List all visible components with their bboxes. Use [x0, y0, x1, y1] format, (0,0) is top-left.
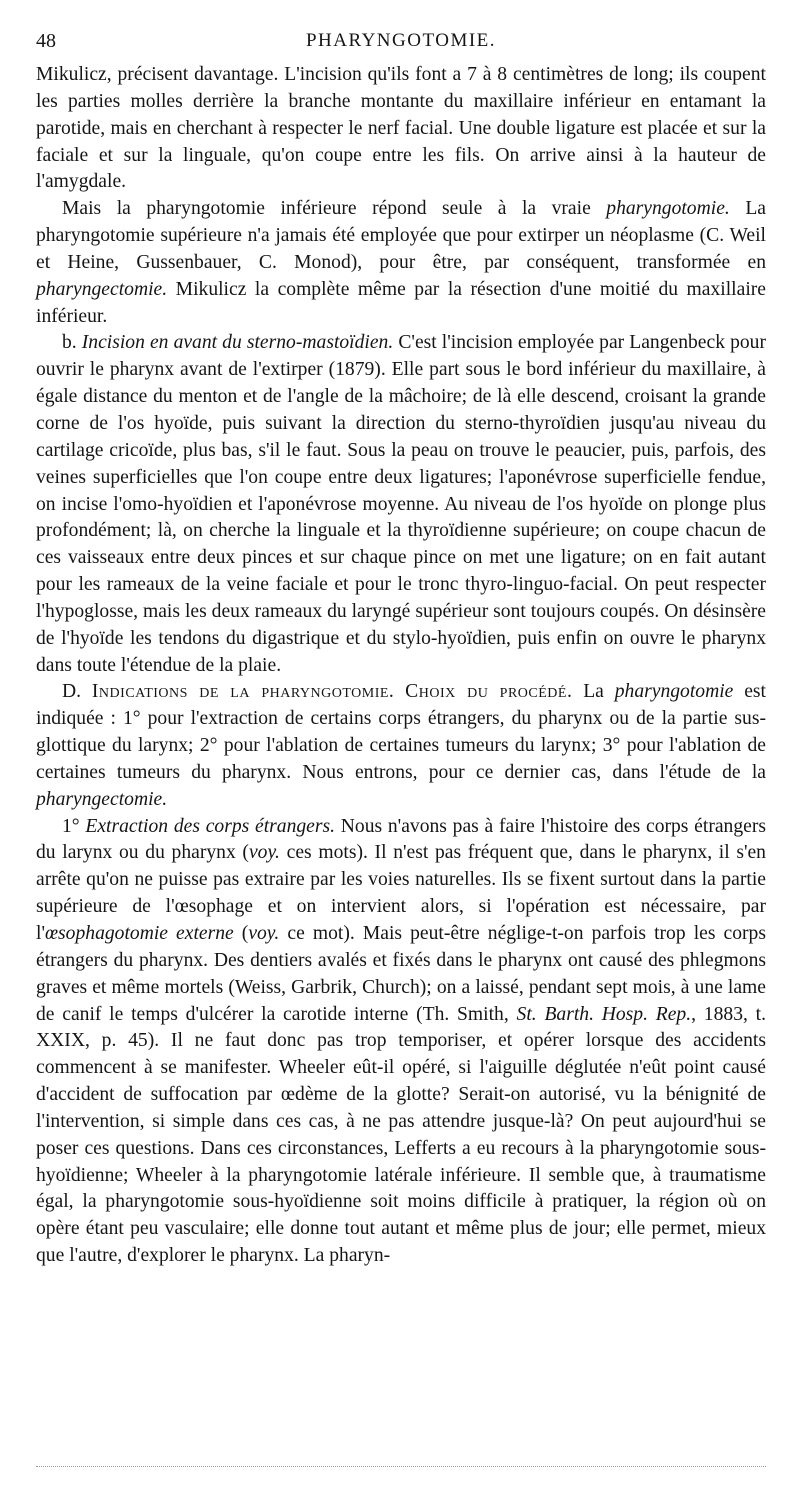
- text-run: est indiquée : 1° pour l'extraction de certains corps étrangers, du pharynx ou de la partie sus-glottique du larynx; 2° pour l'ablation de certaines tumeurs du larynx; 3° pour l'ablation de certaines tumeurs du pharynx. Nous entrons, pour ce dernier cas, dans l'étude de la: [36, 681, 766, 783]
- paragraph-corps-etrangers: [36, 814, 766, 1270]
- section-marker: b.: [62, 332, 82, 354]
- book-page: [36, 30, 766, 1270]
- text-run: Mikulicz la complète même par la résection d'une moitié du maxillaire inférieur.: [36, 278, 766, 327]
- italic-term: œsophagotomie externe: [44, 923, 234, 944]
- section-marker: 1°: [62, 815, 86, 837]
- paragraph-pharyngotomie-inferieure: [36, 196, 766, 330]
- paragraph-incision-sterno-mastoidien: [36, 330, 766, 679]
- section-heading: Incision en avant du sterno-mastoïdien.: [81, 332, 394, 354]
- section-heading: Extraction des corps étrangers.: [85, 815, 336, 837]
- text-run: C'est l'incision employée par Langenbeck pour ouvrir le pharynx avant de l'extirper (1879). Elle part sous le bord inférieur du maxillaire, à égale distance du menton et de l'angle de la mâchoire; de là elle descend, croisant la grande corne de l'os hyoïde, puis suivant la direction du sterno-thyroïdien jusqu'au niveau du cartilage cricoïde, plus bas, s'il le faut. Sous la peau on trouve le peaucier, puis, parfois, des veines superficielles que l'on coupe entre deux ligatures; l'aponévrose superficielle fendue, on incise l'omo-hyoïdien et l'aponévrose moyenne. Au niveau de l'os hyoïde on plonge plus profondément; là, on cherche la linguale et la thyroïdienne supérieure; on coupe chacun de ces vaisseaux entre deux pinces et sur chaque pince on met une ligature; on en fait autant pour les rameaux de la veine faciale et pour le tronc thyro-linguo-facial. On peut respecter l'hypoglosse, mais les deux rameaux du laryngé supérieur sont toujours coupés. On désinsère de l'hyoïde les tendons du digastrique et du stylo-hyoïdien, puis enfin on ouvre le pharynx dans toute l'étendue de la plaie.: [36, 332, 766, 676]
- italic-term: pharyngotomie.: [606, 198, 730, 220]
- italic-term: voy.: [248, 923, 280, 944]
- text-run: Nous n'avons pas à faire l'histoire des corps étrangers du larynx ou du pharynx (: [36, 815, 766, 864]
- section-marker: D.: [62, 681, 92, 703]
- italic-term: pharyngotomie: [614, 681, 734, 703]
- section-heading: Indications de la pharyngotomie.: [91, 681, 395, 703]
- text-run: La: [572, 681, 615, 703]
- italic-term: pharyngectomie.: [36, 788, 168, 810]
- text-run: Mais la pharyngotomie inférieure répond seule à la vraie: [62, 198, 607, 220]
- footer-dotted-rule: [36, 1466, 766, 1467]
- body-text: [36, 62, 766, 1270]
- text-run: La pharyngotomie supérieure n'a jamais été employée que pour extirper un néoplasme (C. Weil et Heine, Gussenbauer, C. Monod), pour être, par conséquent, transformée en: [36, 198, 766, 273]
- paragraph-mikulicz: Mikulicz, précisent davantage. L'incision qu'ils font a 7 à 8 centimètres de long; ils coupent les parties molles derrière la branche montante du maxillaire inférieur en entamant la parotide, mais en cherchant à respecter le nerf facial. Une double ligature est placée et sur la faciale et sur la linguale, qu'on coupe entre les fils. On arrive ainsi à la hauteur de l'amygdale.: [36, 64, 766, 193]
- italic-term: pharyngectomie.: [36, 278, 168, 300]
- section-subheading: Choix du procédé.: [405, 681, 573, 703]
- citation-title: St. Barth. Hosp. Rep.: [516, 1003, 692, 1025]
- text-run: ce mot). Mais peut-être néglige-t-on parfois trop les corps étrangers du pharynx. Des dentiers avalés et fixés dans le pharynx ont causé des phlegmons graves et même mortels (Weiss, Garbrik, Church); on a laissé, pendant sept mois, à une lame de canif le temps d'ulcérer la carotide interne (Th. Smith,: [36, 923, 766, 1025]
- text-run: , 1883, t. XXIX, p. 45). Il ne faut donc pas trop temporiser, et opérer lorsque des accidents commencent à se manifester. Wheeler eût-il opéré, si l'aiguille déglutée n'eût point causé d'accident de suffocation par œdème de la glotte? Serait-on autorisé, vu la bénignité de l'intervention, si simple dans ces cas, à ne pas attendre jusque-là? On peut aujourd'hui se poser ces questions. Dans ces circonstances, Lefferts a eu recours à la pharyngotomie sous-hyoïdienne; Wheeler à la pharyngotomie latérale inférieure. Il semble que, à traumatisme égal, la pharyngotomie sous-hyoïdienne soit moins difficile à pratiquer, la région où on opère étant peu vasculaire; elle donne tout autant et même plus de jour; elle permet, mieux que l'autre, d'explorer le pharynx. La pharyn-: [36, 1003, 767, 1267]
- paragraph-indications: [36, 679, 766, 813]
- text-run: ces mots). Il n'est pas fréquent que, dans le pharynx, il s'en arrête qu'on ne puisse pas extraire par les voies naturelles. Ils se fixent surtout dans la partie supérieure de l'œsophage et on intervient alors, si l'opération est nécessaire, par l': [36, 842, 766, 944]
- text-run: (: [233, 923, 249, 944]
- running-title: PHARYNGOTOMIE.: [305, 30, 497, 51]
- page-number: 48: [36, 30, 56, 52]
- italic-term: voy.: [248, 842, 280, 864]
- text-run: [394, 681, 405, 702]
- running-header: [36, 30, 766, 62]
